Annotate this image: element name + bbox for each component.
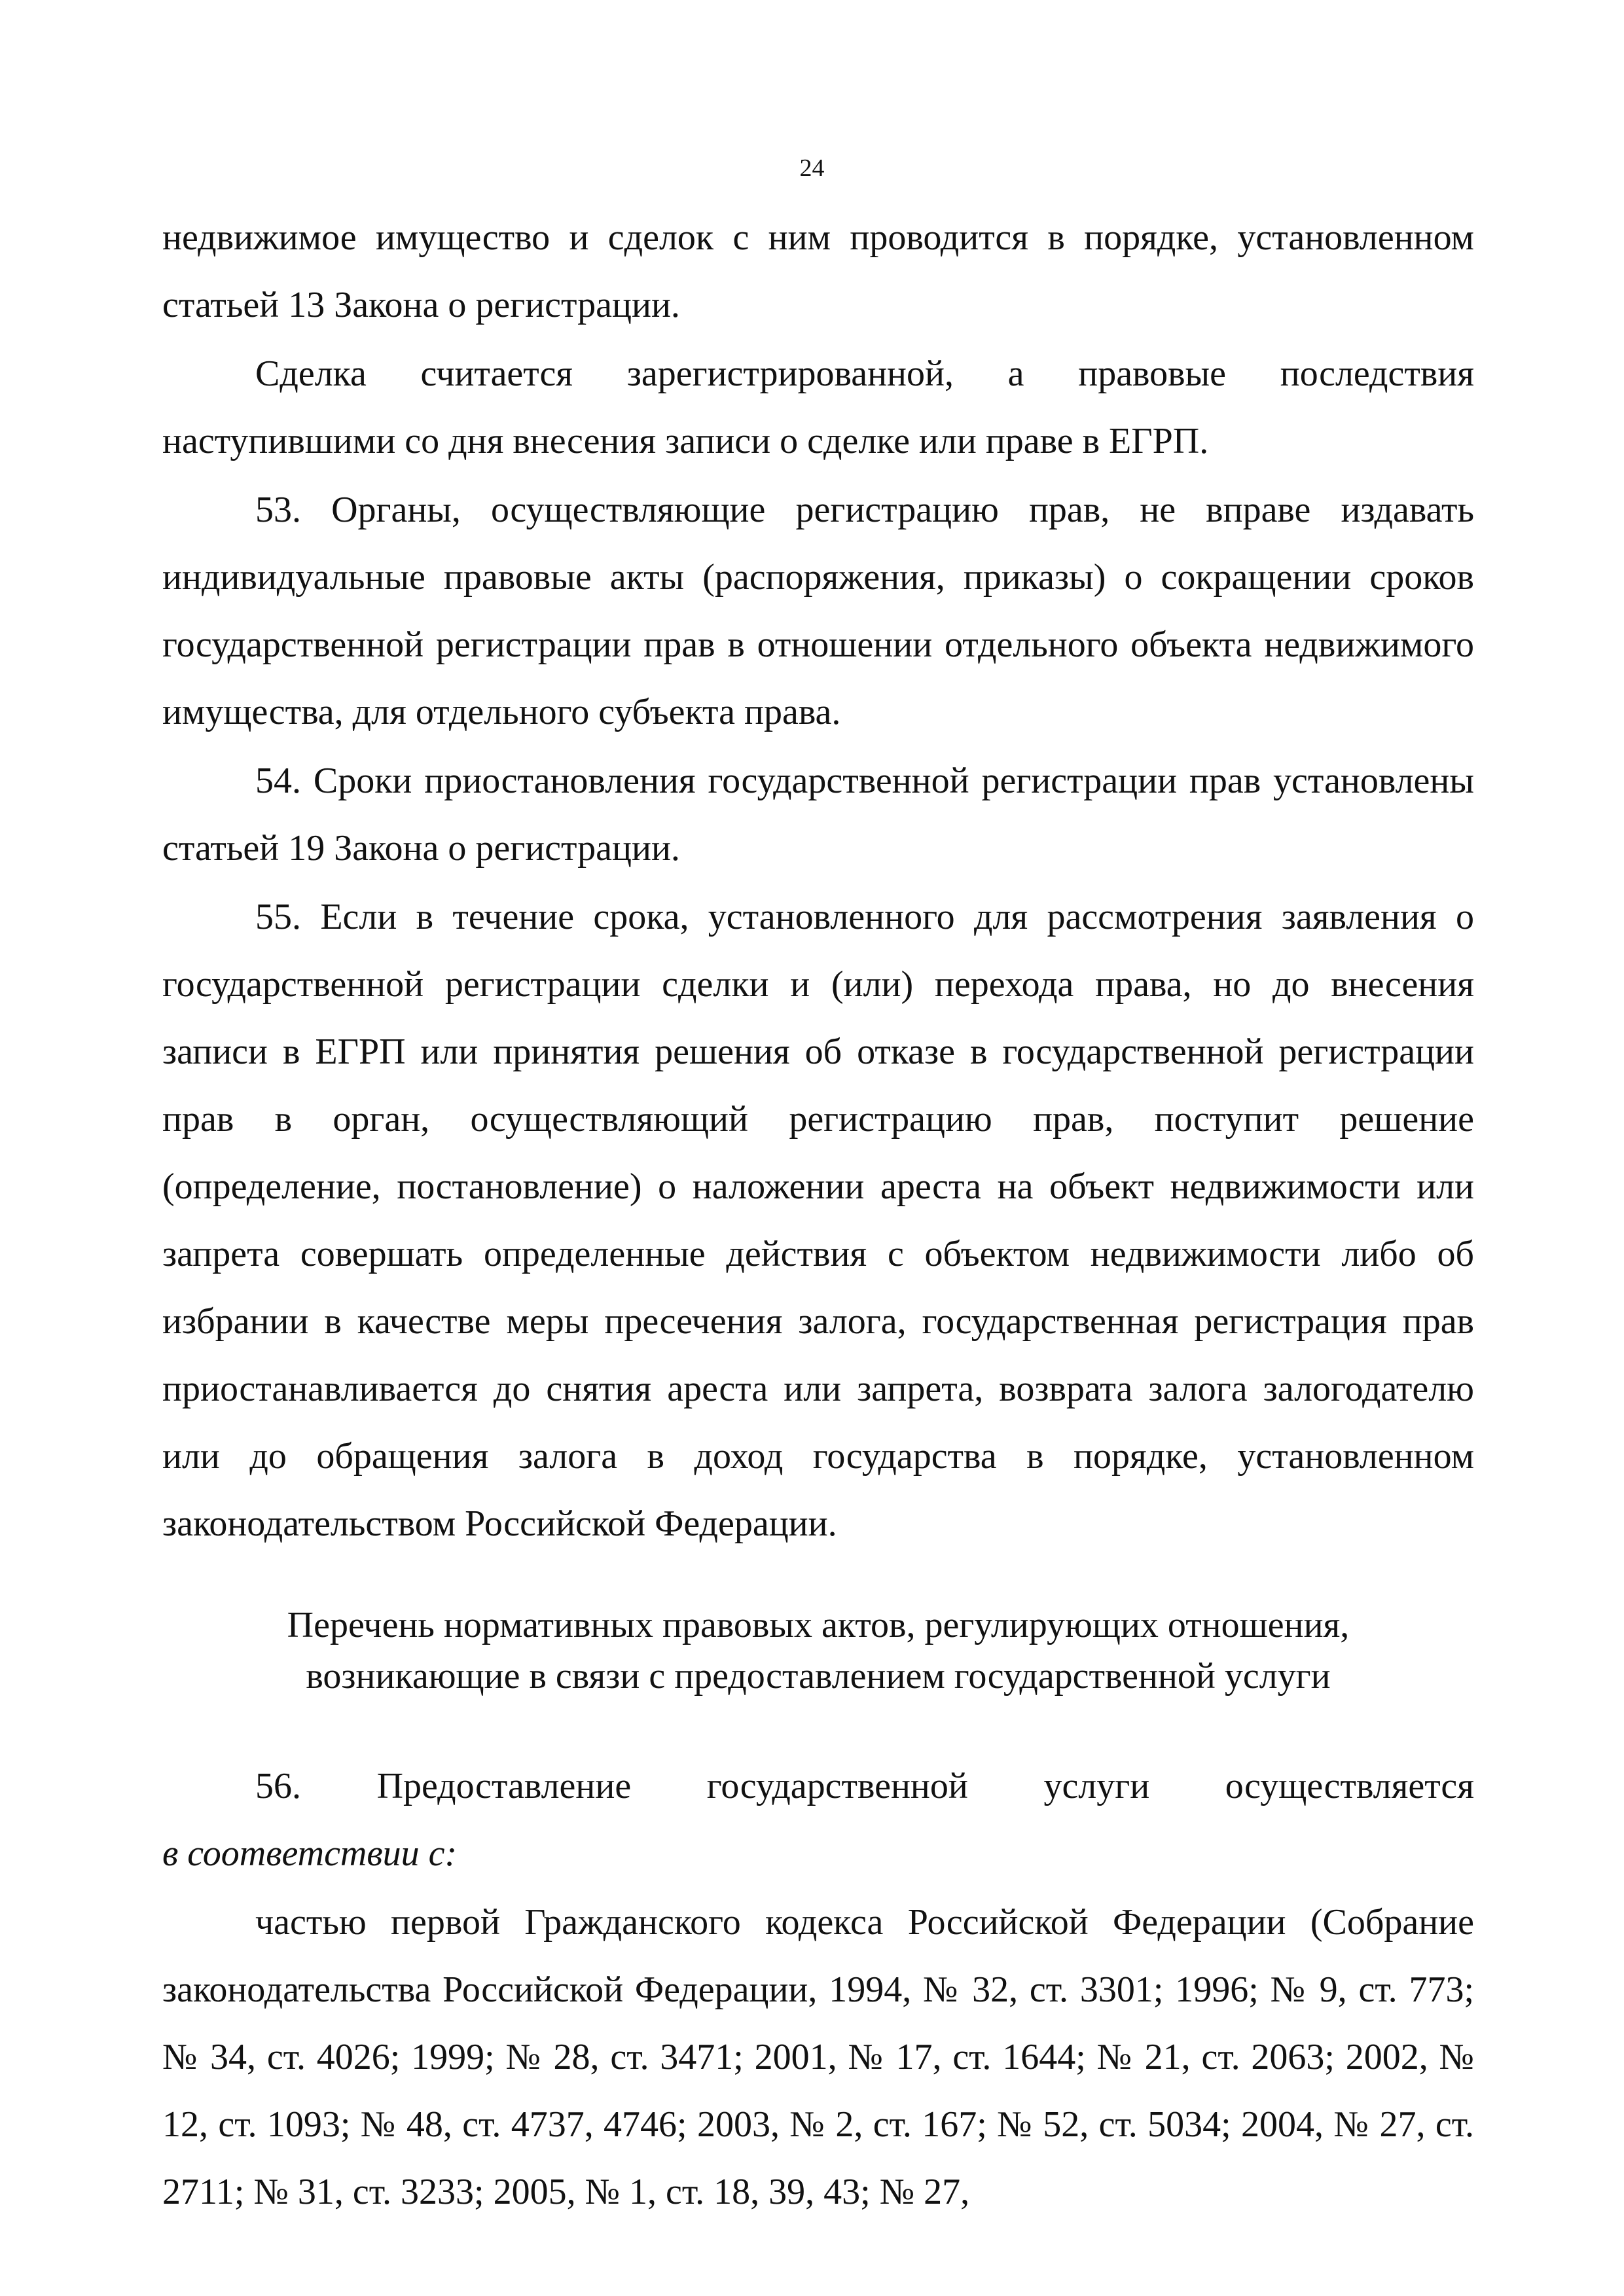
section-heading-line-1: Перечень нормативных правовых актов, регулирующих отношения, — [287, 1605, 1350, 1645]
paragraph-continuation: недвижимое имущество и сделок с ним проводится в порядке, установленном статьей 13 Закона о регистрации. — [162, 217, 1474, 325]
paragraph-civil-code: частью первой Гражданского кодекса Российской Федерации (Собрание законодательства Российской Федерации, 1994, № 32, ст. 3301; 1996; № 9, ст. 773; № 34, ст. 4026; 1999; № 28, ст. 3471; 2001, № 17, ст. 1644; № 21, ст. 2063; 2002, № 12, ст. 1093; № 48, ст. 4737, 4746; 2003, № 2, ст. 167; № 52, ст. 5034; 2004, № 27, ст. 2711; № 31, ст. 3233; 2005, № 1, ст. 18, 39, 43; № 27, — [162, 1902, 1474, 2212]
paragraph-56-tail: в соответствии с: — [162, 1833, 458, 1874]
page-number: 24 — [799, 154, 825, 182]
paragraph-56-lead: 56. Предоставление государственной услуги осуществляется — [255, 1766, 1474, 1806]
paragraph-deal-registered: Сделка считается зарегистрированной, а правовые последствия наступившими со дня внесения записи о сделке или праве в ЕГРП. — [162, 353, 1474, 461]
paragraph-54: 54. Сроки приостановления государственной регистрации прав установлены статьей 19 Закона о регистрации. — [162, 761, 1474, 869]
paragraph-53: 53. Органы, осуществляющие регистрацию прав, не вправе издавать индивидуальные правовые акты (распоряжения, приказы) о сокращении сроков государственной регистрации прав в отношении отдельного объекта недвижимого имущества, для отдельного субъекта права. — [162, 490, 1474, 732]
section-heading-line-2: возникающие в связи с предоставлением государственной услуги — [306, 1656, 1331, 1696]
document-body — [162, 204, 1474, 2226]
paragraph-55: 55. Если в течение срока, установленного для рассмотрения заявления о государственной регистрации сделки и (или) перехода права, но до внесения записи в ЕГРП или принятия решения об отказе в государственной регистрации прав в орган, осуществляющий регистрацию прав, поступит решение (определение, постановление) о наложении ареста на объект недвижимости или запрета совершать определенные действия с объектом недвижимости либо об избрании в качестве меры пресечения залога, государственная регистрация прав приостанавливается до снятия ареста или запрета, возврата залога залогодателю или до обращения залога в доход государства в порядке, установленном законодательством Российской Федерации. — [162, 897, 1474, 1544]
section-heading — [162, 1600, 1474, 1702]
